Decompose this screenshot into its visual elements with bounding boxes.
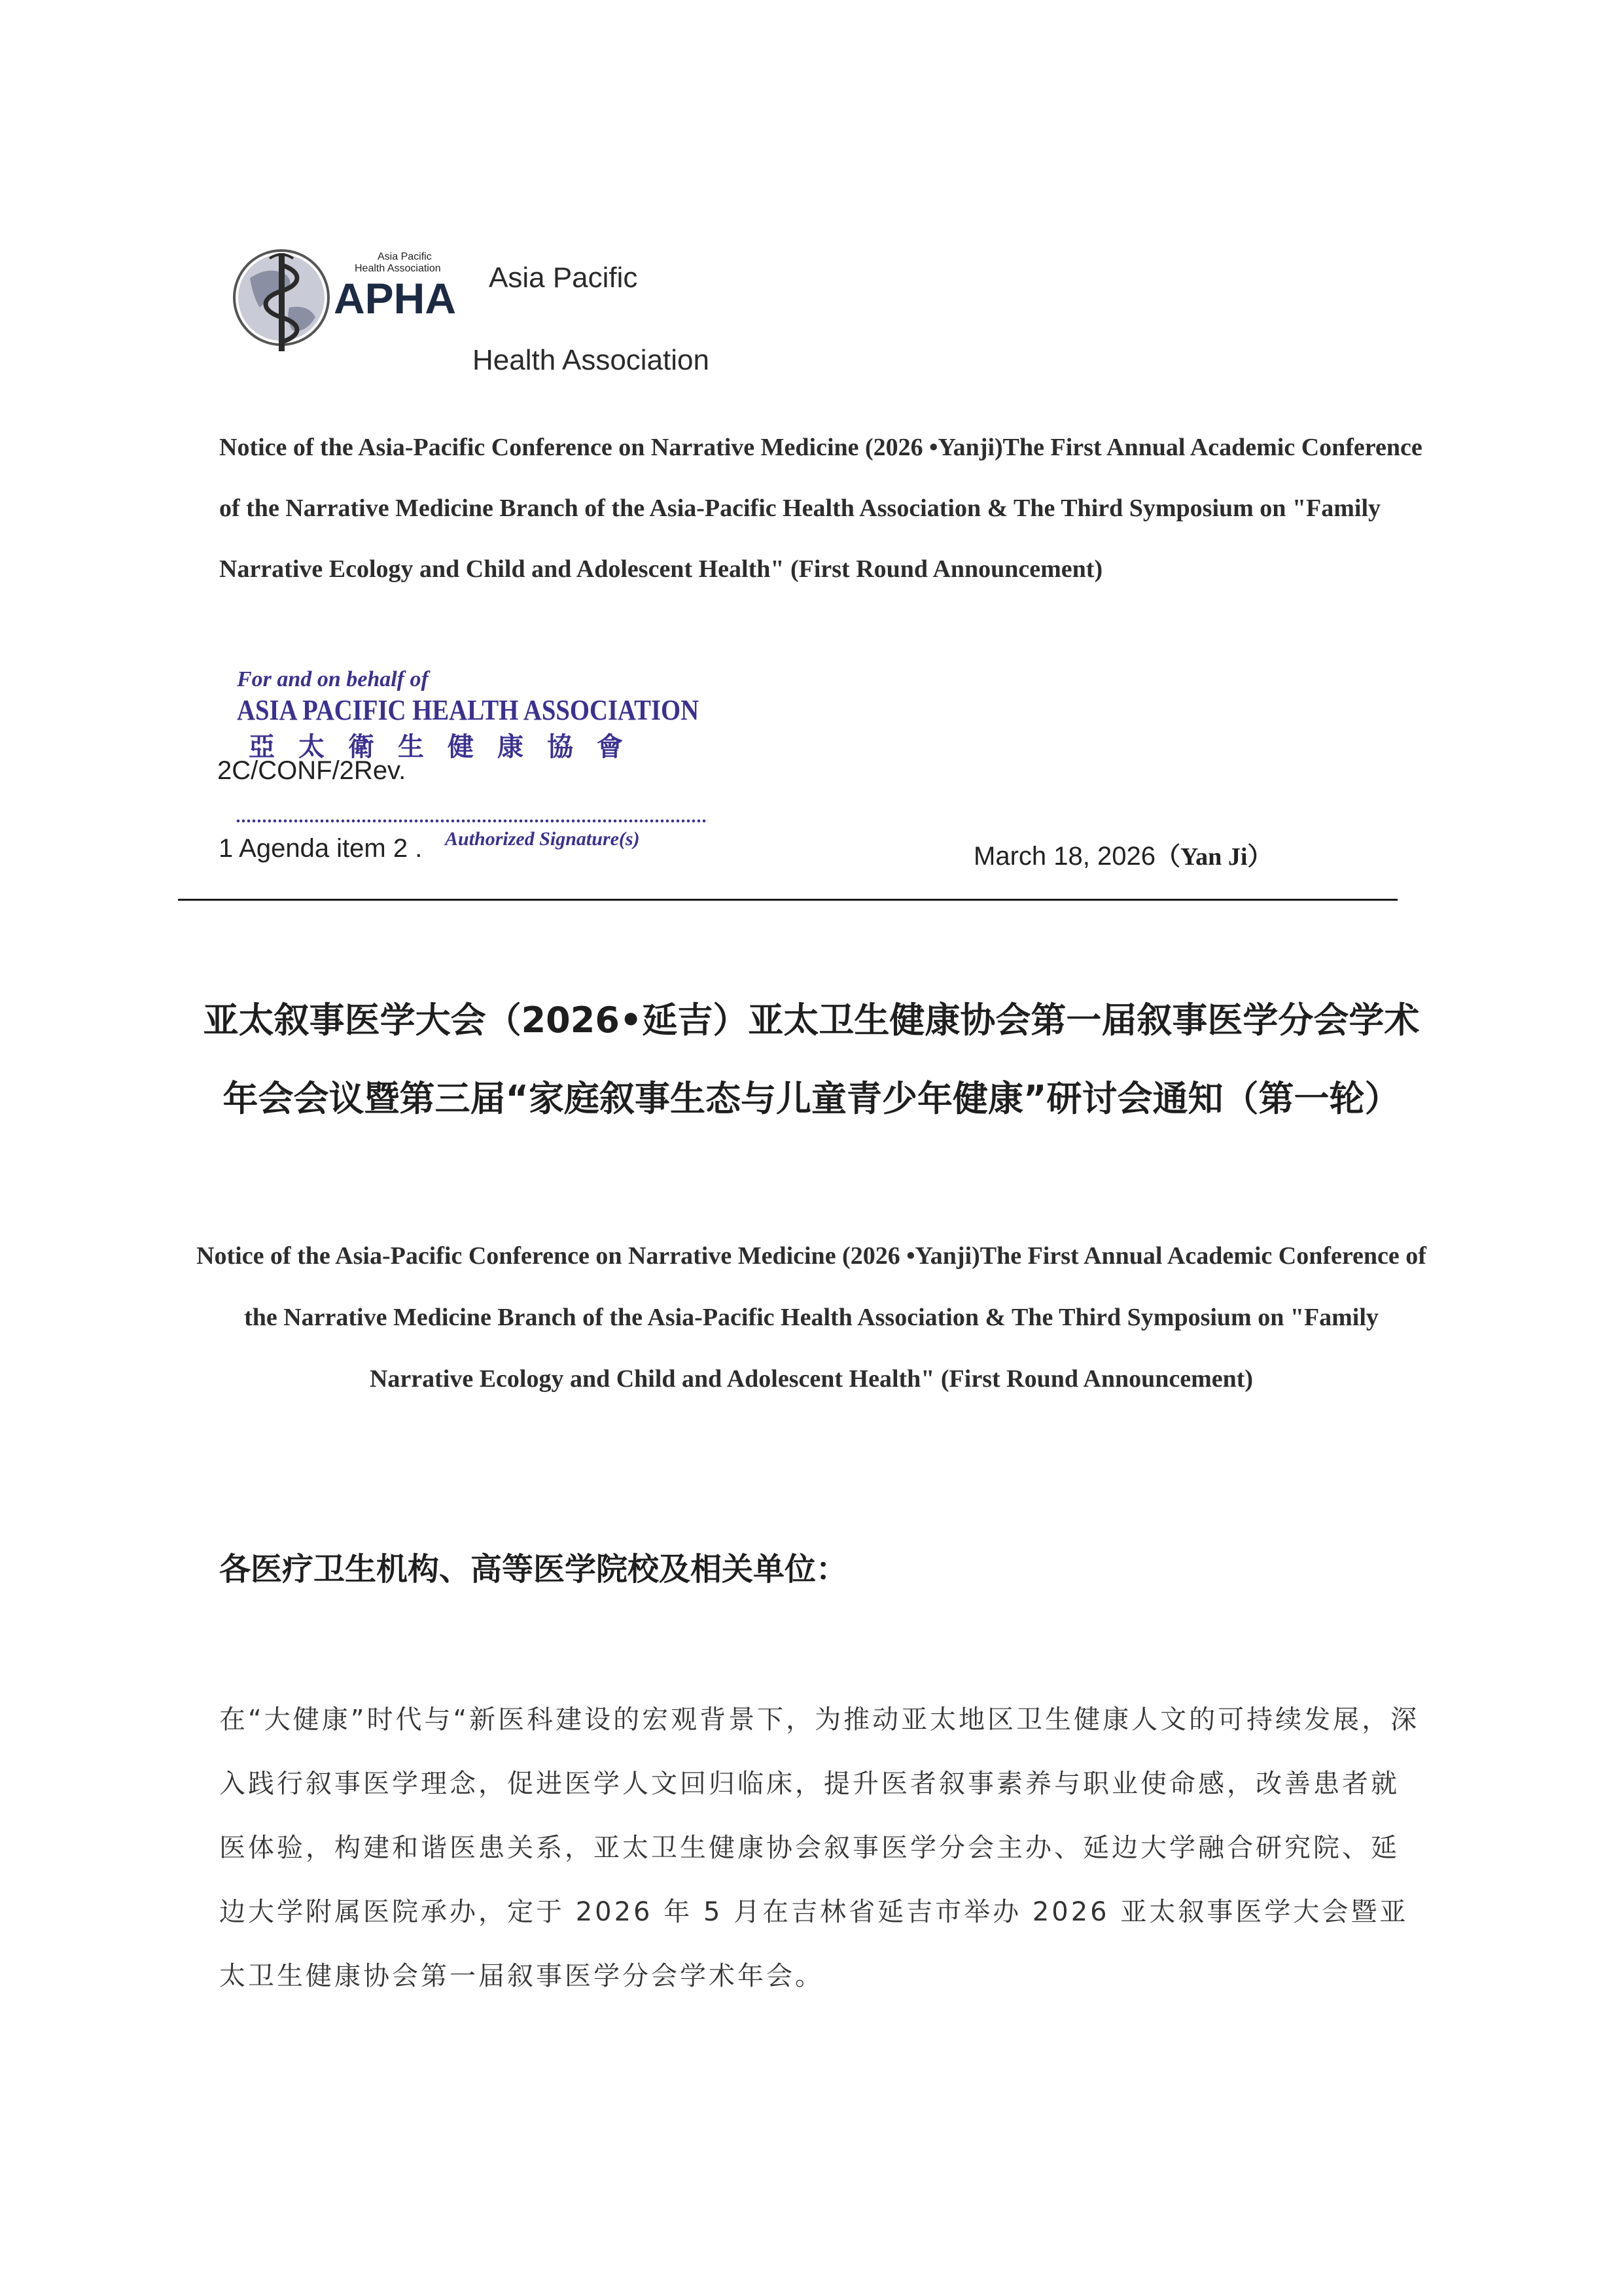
- salutation: 各医疗卫生机构、高等医学院校及相关单位：: [219, 1551, 848, 1588]
- logo-small-text-1: Asia Pacific: [378, 251, 432, 262]
- org-name-line2: Health Association: [472, 344, 709, 376]
- org-name-line1: Asia Pacific: [489, 262, 638, 294]
- stamp-line3: 亞太衛生健康協會: [249, 732, 646, 762]
- globe-caduceus-icon: [230, 245, 459, 357]
- reference-code: 2C/CONF/2Rev.: [217, 756, 406, 785]
- title-english: Notice of the Asia-Pacific Conference on Narrative Medicine (2026 •Yanji)The First Annual Academic Conference of the Narrative Medicine Branch of the Asia-Pacific Health Association & The Third Symposium on "Family Narrative Ecology and Child and Adolescent Health" (First Round Announcement): [196, 1242, 1426, 1393]
- title-chinese: 亚太叙事医学大会（2026•延吉）亚太卫生健康协会第一届叙事医学分会学术年会会议暨第三届“家庭叙事生态与儿童青少年健康”研讨会通知（第一轮）: [203, 1000, 1420, 1119]
- header-divider: [178, 899, 1398, 901]
- top-notice: Notice of the Asia-Pacific Conference on Narrative Medicine (2026 •Yanji)The First Annual Academic Conference of the Narrative Medicine Branch of the Asia-Pacific Health Association & The Third Symposium on "Family Narrative Ecology and Child and Adolescent Health" (First Round Announcement): [219, 434, 1422, 583]
- date-location: （Yan Ji）: [1155, 843, 1273, 871]
- authorization-stamp: [230, 667, 728, 762]
- logo-small-text-2: Health Association: [355, 263, 441, 274]
- stamp-line2: ASIA PACIFIC HEALTH ASSOCIATION: [237, 694, 699, 726]
- authorized-signature-label: Authorized Signature(s): [445, 828, 640, 850]
- apha-logo: [230, 245, 459, 357]
- agenda-item: 1 Agenda item 2 .: [219, 834, 423, 863]
- date-text: March 18, 2026: [974, 842, 1156, 871]
- stamp-line1: For and on behalf of: [237, 667, 429, 691]
- signature-dotted-line: [236, 819, 708, 823]
- body-paragraph: 在“大健康”时代与“新医科建设的宏观背景下，为推动亚太地区卫生健康人文的可持续发展，深入践行叙事医学理念，促进医学人文回归临床，提升医者叙事素养与职业使命感，改善患者就医体验，构建和谐医患关系，亚太卫生健康协会叙事医学分会主办、延边大学融合研究院、延边大学附属医院承办，定于 2026 年 5 月在吉林省延吉市举办 2026 亚太叙事医学大会暨亚太卫生健康协会第一届叙事医学分会学术年会。: [219, 1705, 1420, 1991]
- logo-acronym: APHA: [334, 274, 457, 322]
- notice-date: [974, 836, 1272, 872]
